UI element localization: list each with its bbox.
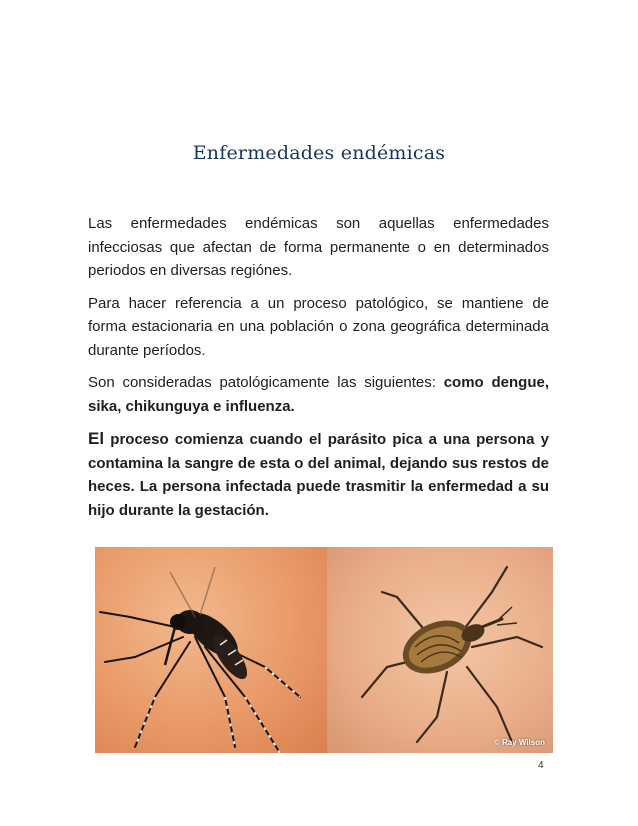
mosquito-photo — [95, 547, 327, 753]
paragraph-4-lead: El — [88, 429, 105, 448]
paragraph-3-bold: como dengue, sika, chikunguya e influenza. — [88, 374, 549, 415]
page-number: 4 — [538, 760, 544, 771]
paragraph-2: Para hacer referencia a un proceso patológico, se mantiene de forma estacionaria en una población o zona geográfica determinada durante períodos. — [88, 294, 549, 359]
insect-photos — [95, 547, 553, 753]
paragraph-4-rest: proceso comienza cuando el parásito pica a una persona y contamina la sangre de esta o del animal, dejando sus restos de heces. La persona infectada puede trasmitir la enfermedad a su hijo durante la gestación. — [88, 431, 549, 519]
kissing-bug-illustration — [327, 547, 553, 753]
paragraph-1: Las enfermedades endémicas son aquellas enfermedades infecciosas que afectan de forma permanente o en determinados periodos en diversas regiónes. — [88, 215, 549, 279]
body-text — [88, 212, 549, 531]
page-title: Enfermedades endémicas — [192, 142, 446, 164]
kissing-bug-photo — [327, 547, 553, 753]
photo-credit: © Ray Wilson — [493, 738, 545, 747]
paragraph-3-normal: Son consideradas patológicamente las siguientes: — [88, 374, 444, 391]
paragraph-3 — [88, 371, 549, 418]
paragraph-4 — [88, 427, 549, 522]
mosquito-illustration — [95, 547, 327, 753]
